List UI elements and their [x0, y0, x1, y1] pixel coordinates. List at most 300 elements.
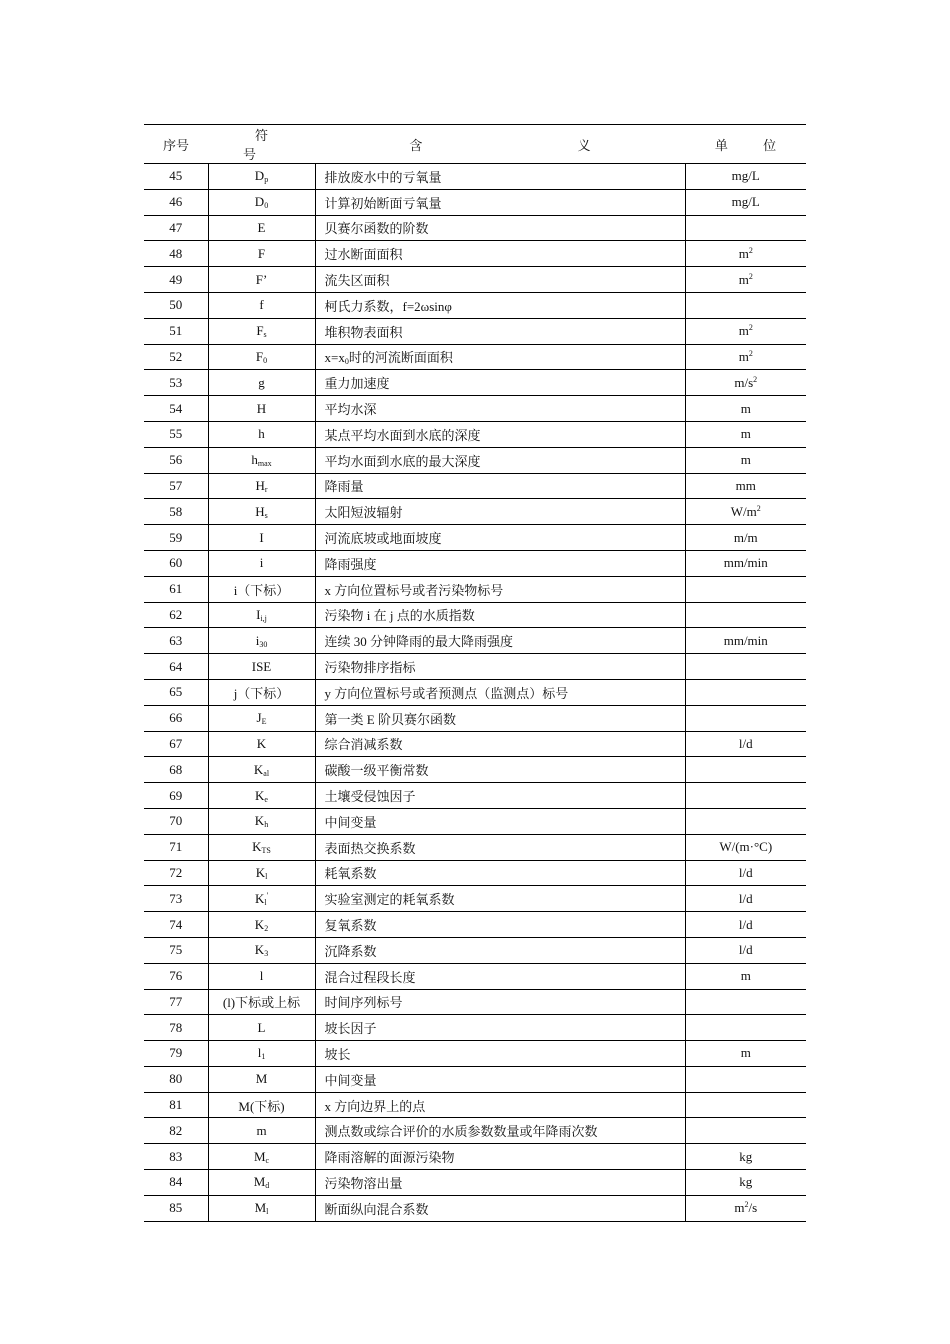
- row-symbol: [208, 396, 315, 422]
- table-row: [144, 808, 806, 834]
- symbol-subscript: 3: [264, 949, 269, 959]
- row-number: 63: [144, 628, 208, 654]
- symbol-superscript: ': [266, 890, 269, 900]
- table-row: [144, 1066, 806, 1092]
- symbol-subscript: 30: [259, 639, 268, 649]
- row-meaning: [315, 1118, 685, 1144]
- meaning-text: 第一类 E 阶贝赛尔函数: [324, 711, 456, 727]
- symbol-base: M: [254, 1200, 267, 1216]
- meaning-text: 河流底坡或地面坡度: [324, 531, 442, 547]
- row-number: 62: [144, 602, 208, 628]
- symbol-base: K: [254, 942, 265, 958]
- symbol-base: h: [258, 426, 265, 442]
- meaning-text: 平均水面到水底的最大深度: [324, 453, 481, 469]
- meaning-text: 太阳短波辐射: [324, 505, 403, 521]
- row-number: 53: [144, 370, 208, 396]
- symbol-base: H: [255, 503, 265, 519]
- row-number: 76: [144, 963, 208, 989]
- row-symbol: [208, 1118, 315, 1144]
- row-number: 81: [144, 1092, 208, 1118]
- symbol-subscript: l: [264, 897, 267, 907]
- row-meaning: [315, 421, 685, 447]
- row-unit: [685, 241, 806, 267]
- unit-text: mm: [735, 477, 756, 493]
- symbol-base: (l)下标或上标: [222, 995, 301, 1011]
- row-number: 77: [144, 989, 208, 1015]
- row-unit: [685, 576, 806, 602]
- row-unit: [685, 679, 806, 705]
- symbol-base: M: [253, 1148, 266, 1164]
- row-meaning: [315, 267, 685, 293]
- row-symbol: [208, 1170, 315, 1196]
- row-symbol: [208, 705, 315, 731]
- symbol-base: F: [255, 348, 264, 364]
- symbol-subscript: e: [264, 794, 268, 804]
- row-number: 58: [144, 499, 208, 525]
- row-unit: [685, 834, 806, 860]
- unit-text: W/(m·°C): [719, 839, 773, 855]
- meaning-text: x=x: [324, 350, 345, 366]
- row-unit: [685, 164, 806, 190]
- symbol-base: K: [256, 735, 267, 751]
- table-row: [144, 731, 806, 757]
- row-symbol: [208, 267, 315, 293]
- row-number: 67: [144, 731, 208, 757]
- row-meaning: [315, 1041, 685, 1067]
- symbol-subscript: E: [261, 717, 267, 727]
- row-unit: [685, 705, 806, 731]
- unit-text: m: [738, 271, 749, 287]
- row-unit: [685, 886, 806, 912]
- symbol-base: ISE: [251, 658, 272, 674]
- row-unit: [685, 267, 806, 293]
- row-number: 61: [144, 576, 208, 602]
- symbol-base: F’: [255, 271, 268, 287]
- table-row: [144, 654, 806, 680]
- row-symbol: [208, 1041, 315, 1067]
- symbol-subscript: 1: [261, 1052, 266, 1062]
- symbol-subscript: 2: [264, 923, 269, 933]
- row-number: 70: [144, 808, 208, 834]
- table-row: [144, 757, 806, 783]
- table-row: [144, 267, 806, 293]
- unit-text: m: [740, 426, 751, 442]
- symbol-base: E: [257, 219, 266, 235]
- symbol-base: M(下标): [238, 1098, 285, 1114]
- header-unit-label: 单 位: [714, 137, 793, 153]
- row-meaning: [315, 1066, 685, 1092]
- table-row: [144, 1041, 806, 1067]
- symbol-subscript: max: [257, 459, 272, 469]
- symbol-base: K: [255, 864, 266, 880]
- row-meaning: [315, 1170, 685, 1196]
- row-number: 52: [144, 344, 208, 370]
- row-meaning: [315, 912, 685, 938]
- row-number: 80: [144, 1066, 208, 1092]
- unit-text: mg/L: [731, 168, 760, 184]
- meaning-text: y 方向位置标号或者预测点（监测点）标号: [324, 685, 569, 701]
- symbol-subscript: TS: [261, 846, 271, 856]
- row-symbol: [208, 834, 315, 860]
- table-row: [144, 1170, 806, 1196]
- row-meaning: [315, 808, 685, 834]
- meaning-text: 断面纵向混合系数: [324, 1201, 429, 1217]
- row-meaning: [315, 576, 685, 602]
- meaning-text: 降雨量: [324, 479, 364, 495]
- meaning-text: 贝赛尔函数的阶数: [324, 221, 429, 237]
- row-symbol: [208, 292, 315, 318]
- row-number: 73: [144, 886, 208, 912]
- unit-superscript: 2: [748, 245, 753, 255]
- row-meaning: [315, 937, 685, 963]
- row-number: 60: [144, 550, 208, 576]
- row-meaning: [315, 989, 685, 1015]
- row-unit: [685, 318, 806, 344]
- unit-text: m: [740, 1045, 751, 1061]
- row-symbol: [208, 886, 315, 912]
- row-unit: [685, 473, 806, 499]
- row-unit: [685, 1118, 806, 1144]
- row-symbol: [208, 550, 315, 576]
- table-row: [144, 834, 806, 860]
- row-symbol: [208, 1066, 315, 1092]
- row-number: 48: [144, 241, 208, 267]
- meaning-text: 柯氏力系数，f=2ωsinφ: [324, 298, 452, 314]
- unit-text: m: [740, 400, 751, 416]
- symbol-base: M: [253, 1174, 266, 1190]
- unit-superscript: 2: [748, 323, 753, 333]
- row-meaning: [315, 783, 685, 809]
- meaning-text: 重力加速度: [324, 376, 390, 392]
- meaning-text: 污染物排序指标: [324, 660, 416, 676]
- symbol-base: K: [255, 787, 265, 803]
- symbol-base: K: [254, 813, 265, 829]
- row-meaning: [315, 654, 685, 680]
- row-meaning: [315, 215, 685, 241]
- unit-text: m: [740, 968, 751, 984]
- symbol-base: J: [256, 710, 262, 726]
- row-number: 56: [144, 447, 208, 473]
- symbol-subscript: s: [264, 510, 268, 520]
- header-meaning-label: 含 义: [409, 137, 667, 153]
- table-row: [144, 447, 806, 473]
- row-meaning: [315, 525, 685, 551]
- row-number: 69: [144, 783, 208, 809]
- symbol-base: h: [251, 452, 258, 468]
- meaning-text: 表面热交换系数: [324, 840, 416, 856]
- row-number: 83: [144, 1144, 208, 1170]
- unit-text: W/m: [730, 503, 757, 519]
- row-symbol: [208, 1144, 315, 1170]
- symbol-subscript: 0: [264, 201, 269, 211]
- symbol-subscript: p: [264, 175, 269, 185]
- symbol-base: L: [257, 1019, 266, 1035]
- row-unit: [685, 421, 806, 447]
- row-number: 66: [144, 705, 208, 731]
- header-meaning: [315, 125, 685, 164]
- row-meaning: [315, 679, 685, 705]
- unit-superscript: 2: [748, 271, 753, 281]
- table-row: [144, 705, 806, 731]
- unit-text: l/d: [738, 735, 753, 751]
- row-number: 68: [144, 757, 208, 783]
- header-symbol: [208, 125, 315, 164]
- row-unit: [685, 1066, 806, 1092]
- row-symbol: [208, 576, 315, 602]
- table-row: [144, 396, 806, 422]
- table-row: [144, 1195, 806, 1221]
- meaning-text: 堆积物表面积: [324, 324, 403, 340]
- table-row: [144, 989, 806, 1015]
- row-number: 49: [144, 267, 208, 293]
- table-row: [144, 292, 806, 318]
- row-number: 72: [144, 860, 208, 886]
- header-unit: [685, 125, 806, 164]
- table-row: [144, 550, 806, 576]
- row-unit: [685, 1092, 806, 1118]
- row-meaning: [315, 1015, 685, 1041]
- table-row: [144, 1015, 806, 1041]
- row-meaning: [315, 886, 685, 912]
- table-row: [144, 1118, 806, 1144]
- symbol-base: H: [255, 477, 265, 493]
- row-unit: [685, 189, 806, 215]
- meaning-text: 连续 30 分钟降雨的最大降雨强度: [324, 634, 514, 650]
- row-unit: [685, 963, 806, 989]
- unit-text: m: [738, 348, 749, 364]
- row-symbol: [208, 447, 315, 473]
- unit-text: m: [738, 245, 749, 261]
- symbol-base: g: [258, 374, 265, 390]
- unit-text: m: [734, 1200, 745, 1216]
- row-meaning: [315, 164, 685, 190]
- row-meaning: [315, 396, 685, 422]
- row-meaning: [315, 447, 685, 473]
- meaning-text: 坡长因子: [324, 1021, 377, 1037]
- header-num: 序号: [144, 125, 208, 164]
- row-symbol: [208, 937, 315, 963]
- row-unit: [685, 1041, 806, 1067]
- row-unit: [685, 783, 806, 809]
- row-meaning: [315, 318, 685, 344]
- row-meaning: [315, 189, 685, 215]
- meaning-text: x 方向边界上的点: [324, 1098, 426, 1114]
- row-number: 51: [144, 318, 208, 344]
- symbol-base: l: [259, 968, 264, 984]
- row-symbol: [208, 421, 315, 447]
- row-unit: [685, 370, 806, 396]
- symbol-base: K: [253, 761, 264, 777]
- row-number: 59: [144, 525, 208, 551]
- meaning-text: 平均水深: [324, 402, 377, 418]
- row-symbol: [208, 1015, 315, 1041]
- row-unit: [685, 550, 806, 576]
- row-unit: [685, 757, 806, 783]
- row-meaning: [315, 834, 685, 860]
- table-row: [144, 860, 806, 886]
- row-unit: [685, 1170, 806, 1196]
- row-symbol: [208, 783, 315, 809]
- row-meaning: [315, 757, 685, 783]
- row-number: 85: [144, 1195, 208, 1221]
- row-unit: [685, 396, 806, 422]
- row-symbol: [208, 189, 315, 215]
- unit-tail: /s: [748, 1200, 758, 1216]
- symbol-base: H: [256, 400, 267, 416]
- symbol-base: i（下标）: [233, 582, 290, 598]
- row-symbol: [208, 963, 315, 989]
- symbol-subscript: c: [265, 1155, 270, 1165]
- symbol-table: [144, 124, 806, 1222]
- table-row: [144, 370, 806, 396]
- table-row: [144, 912, 806, 938]
- symbol-base: M: [255, 1071, 268, 1087]
- row-unit: [685, 912, 806, 938]
- row-symbol: [208, 318, 315, 344]
- meaning-text: 碳酸一级平衡常数: [324, 763, 429, 779]
- row-symbol: [208, 654, 315, 680]
- meaning-text: 计算初始断面亏氧量: [324, 195, 442, 211]
- table-header-row: [144, 125, 806, 164]
- row-meaning: [315, 628, 685, 654]
- unit-text: m/m: [733, 529, 758, 545]
- meaning-text: 污染物溶出量: [324, 1175, 403, 1191]
- unit-text: l/d: [738, 890, 753, 906]
- table-row: [144, 679, 806, 705]
- row-symbol: [208, 808, 315, 834]
- table-row: [144, 628, 806, 654]
- table-row: [144, 241, 806, 267]
- symbol-subscript: l: [265, 871, 268, 881]
- row-unit: [685, 731, 806, 757]
- meaning-text: 综合消减系数: [324, 737, 403, 753]
- table-row: [144, 318, 806, 344]
- row-unit: [685, 808, 806, 834]
- table-row: [144, 963, 806, 989]
- row-symbol: [208, 628, 315, 654]
- unit-text: l/d: [738, 916, 753, 932]
- table-row: [144, 499, 806, 525]
- meaning-text: 某点平均水面到水底的深度: [324, 427, 481, 443]
- meaning-text: 中间变量: [324, 1072, 377, 1088]
- symbol-base: F: [256, 323, 264, 339]
- table-row: [144, 602, 806, 628]
- row-symbol: [208, 602, 315, 628]
- row-meaning: [315, 705, 685, 731]
- row-number: 78: [144, 1015, 208, 1041]
- meaning-tail: 时的河流断面面积: [348, 350, 453, 366]
- row-meaning: [315, 1195, 685, 1221]
- symbol-base: K: [254, 890, 265, 906]
- row-unit: [685, 1015, 806, 1041]
- meaning-text: 沉降系数: [324, 943, 377, 959]
- table-row: [144, 525, 806, 551]
- row-symbol: [208, 215, 315, 241]
- meaning-text: 复氧系数: [324, 918, 377, 933]
- symbol-subscript: al: [263, 768, 270, 778]
- symbol-base: D: [254, 194, 265, 210]
- unit-superscript: 2: [756, 503, 761, 513]
- table-row: [144, 215, 806, 241]
- row-meaning: [315, 241, 685, 267]
- meaning-text: 坡长: [324, 1046, 351, 1062]
- row-unit: [685, 447, 806, 473]
- row-meaning: [315, 344, 685, 370]
- row-symbol: [208, 241, 315, 267]
- row-meaning: [315, 292, 685, 318]
- table-row: [144, 1092, 806, 1118]
- row-unit: [685, 1195, 806, 1221]
- unit-superscript: 2: [753, 374, 758, 384]
- row-number: 71: [144, 834, 208, 860]
- symbol-subscript: s: [263, 330, 267, 340]
- symbol-base: D: [254, 168, 265, 184]
- row-meaning: [315, 1144, 685, 1170]
- symbol-subscript: 0: [263, 355, 268, 365]
- symbol-subscript: r: [264, 484, 268, 494]
- table-row: [144, 937, 806, 963]
- symbol-base: m: [256, 1122, 267, 1138]
- unit-text: kg: [739, 1174, 753, 1190]
- row-number: 55: [144, 421, 208, 447]
- symbol-base: K: [252, 839, 262, 855]
- table-row: [144, 1144, 806, 1170]
- row-symbol: [208, 525, 315, 551]
- meaning-text: 流失区面积: [324, 273, 390, 289]
- row-unit: [685, 292, 806, 318]
- meaning-text: 混合过程段长度: [324, 969, 416, 985]
- row-symbol: [208, 757, 315, 783]
- row-symbol: [208, 1092, 315, 1118]
- table-row: [144, 189, 806, 215]
- row-meaning: [315, 602, 685, 628]
- row-unit: [685, 344, 806, 370]
- meaning-text: 实验室测定的耗氧系数: [324, 892, 455, 908]
- row-symbol: [208, 499, 315, 525]
- unit-text: mm/min: [723, 632, 768, 648]
- row-number: 46: [144, 189, 208, 215]
- meaning-text: 污染物 i 在 j 点的水质指数: [324, 608, 475, 624]
- table-row: [144, 473, 806, 499]
- row-symbol: [208, 989, 315, 1015]
- symbol-subscript: d: [265, 1181, 270, 1191]
- row-meaning: [315, 860, 685, 886]
- symbol-base: l: [257, 1045, 262, 1061]
- symbol-base: j（下标）: [233, 685, 290, 701]
- meaning-text: x 方向位置标号或者污染物标号: [324, 582, 504, 598]
- row-unit: [685, 602, 806, 628]
- unit-text: l/d: [738, 942, 753, 958]
- unit-text: m/s: [734, 374, 754, 390]
- row-meaning: [315, 473, 685, 499]
- row-symbol: [208, 344, 315, 370]
- row-unit: [685, 1144, 806, 1170]
- row-symbol: [208, 370, 315, 396]
- unit-text: m: [740, 452, 751, 468]
- unit-text: m: [738, 323, 749, 339]
- row-number: 84: [144, 1170, 208, 1196]
- row-number: 54: [144, 396, 208, 422]
- row-number: 47: [144, 215, 208, 241]
- row-symbol: [208, 1195, 315, 1221]
- row-number: 65: [144, 679, 208, 705]
- header-symbol-label: 符 号: [242, 128, 292, 162]
- symbol-base: F: [257, 245, 266, 261]
- meaning-text: 中间变量: [324, 814, 377, 830]
- row-number: 45: [144, 164, 208, 190]
- meaning-text: 测点数或综合评价的水质参数数量或年降雨次数: [324, 1124, 598, 1140]
- symbol-subscript: h: [264, 820, 269, 830]
